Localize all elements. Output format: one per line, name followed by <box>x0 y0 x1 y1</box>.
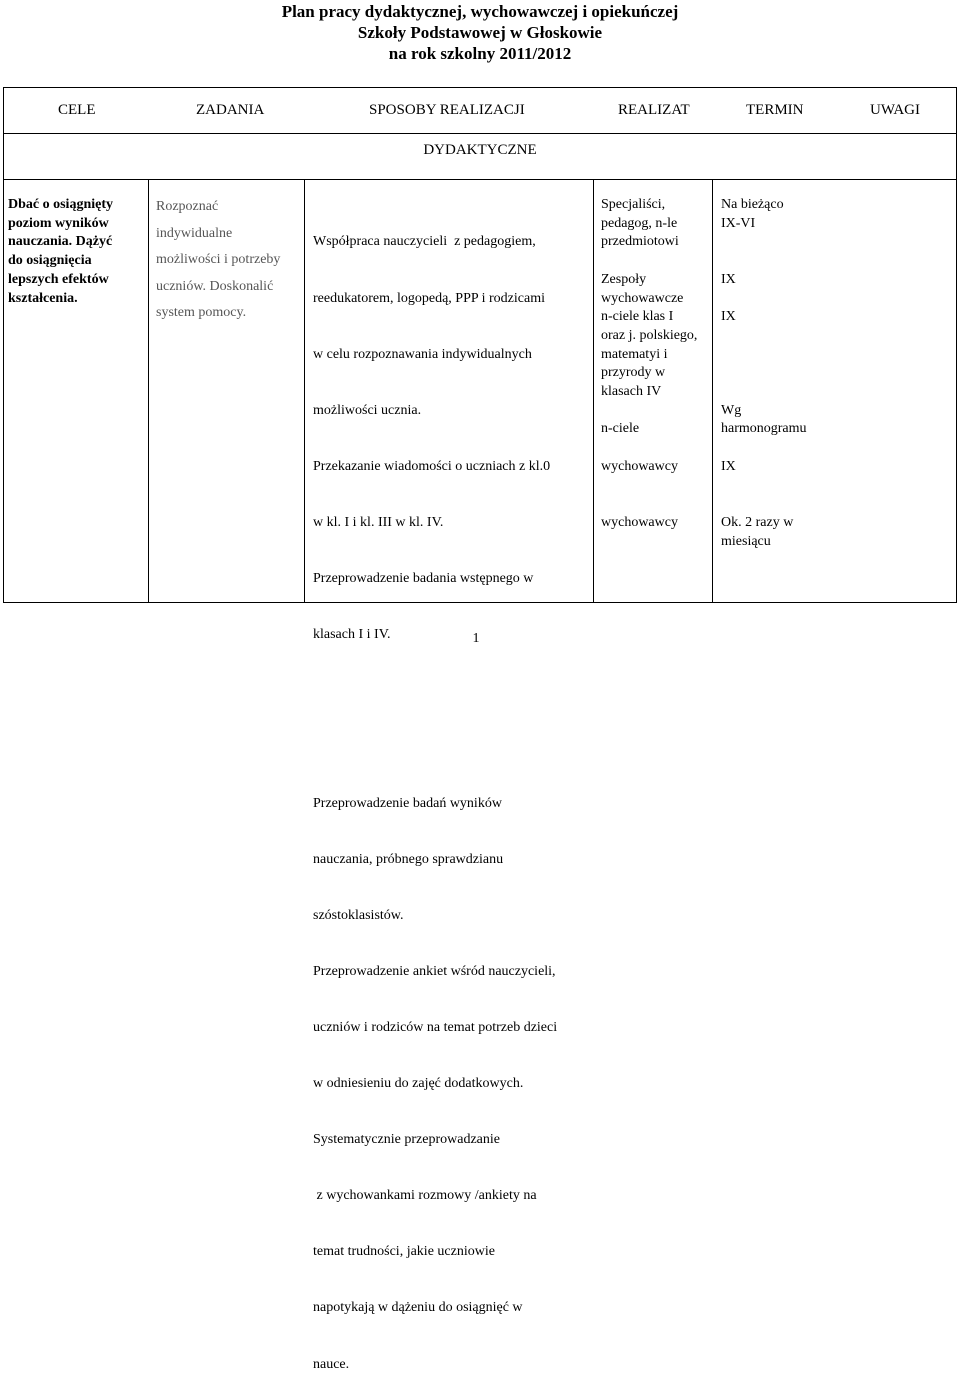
header-termin: TERMIN <box>746 102 804 118</box>
header-cele: CELE <box>58 102 96 118</box>
cell-cele: Dbać o osiągnięty poziom wyników nauczania. Dążyć do osiągnięcia lepszych efektów kształcenia. <box>8 197 113 306</box>
cell-sposoby-realizacji: Współpraca nauczycieli z pedagogiem, reedukatorem, logopedą, PPP i rodzicami w celu rozpoznawania indywidualnych możliwości ucznia. Przekazanie wiadomości o uczniach z kl.0 w kl. I i kl. III w kl. IV. Przeprowadzenie badania wstępnego w klasach I i IV. Przeprowadzenie badań wyników nauczania, próbnego sprawdzianu szóstoklasistów. Przeprowadzenie ankiet wśród nauczycieli, uczniów i rodziców na temat potrzeb dzieci w odniesieniu do zajęć dodatkowych. Systematycznie przeprowadzanie z wychowankami rozmowy /ankiety na temat trudności, jakie uczniowie napotykają w dążeniu do osiągnięć w nauce. <box>313 234 558 1372</box>
header-sposoby-realizacji: SPOSOBY REALIZACJI <box>369 102 525 118</box>
page-number: 1 <box>472 631 480 646</box>
document-title-line-1: Plan pracy dydaktycznej, wychowawczej i opiekuńczej <box>281 2 679 21</box>
cell-realizat: Specjaliści, pedagog, n-le przedmiotowi Zespoły wychowawcze n-ciele klas I oraz j. polskiego, matematyi i przyrody w klasach IV n-ciele wychowawcy wychowawcy <box>601 197 698 530</box>
header-realizat: REALIZAT <box>618 102 690 118</box>
header-zadania: ZADANIA <box>196 102 265 118</box>
section-dydaktyczne: DYDAKTYCZNE <box>423 142 537 158</box>
cell-termin: Na bieżąco IX-VI IX IX Wg harmonogramu IX Ok. 2 razy w miesiącu <box>721 197 807 549</box>
header-uwagi: UWAGI <box>870 102 920 118</box>
document-title-line-3: na rok szkolny 2011/2012 <box>388 44 572 63</box>
cell-zadania: Rozpoznać indywidualne możliwości i potrzeby uczniów. Doskonalić system pomocy. <box>156 199 281 320</box>
document-title-line-2: Szkoły Podstawowej w Głoskowie <box>357 23 603 42</box>
